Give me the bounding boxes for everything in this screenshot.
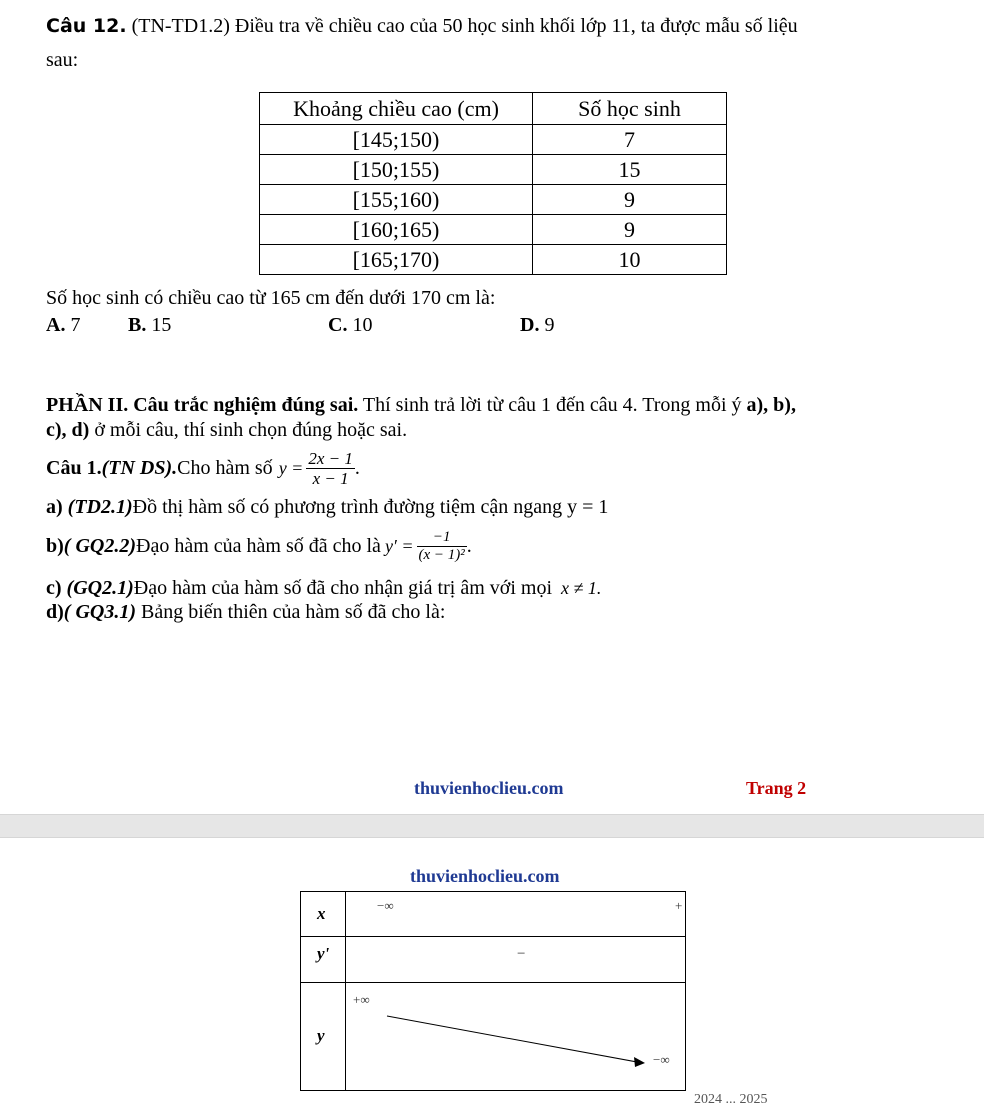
vt-x-left: −∞	[377, 898, 394, 913]
question-12-label: Câu 12.	[46, 15, 127, 37]
item-b-text: Đạo hàm của hàm số đã cho là	[136, 535, 381, 557]
item-b-fraction-num: −1	[417, 529, 467, 547]
item-a-tag: (TD2.1)	[62, 496, 133, 518]
table-row	[260, 185, 727, 215]
answer-b	[128, 313, 171, 337]
footer-page-number: Trang 2	[746, 778, 807, 798]
table-header-height: Khoảng chiều cao (cm)	[260, 93, 533, 125]
item-a-key: a)	[46, 496, 63, 518]
item-b	[46, 522, 472, 570]
item-b-end: .	[466, 535, 472, 557]
item-c	[46, 576, 601, 600]
item-d-key: d)	[46, 601, 64, 623]
cau1-fraction-den: x − 1	[312, 468, 349, 488]
item-d	[46, 600, 445, 624]
table-row	[260, 245, 727, 275]
header-site-link[interactable]: thuvienhoclieu.com	[410, 866, 560, 886]
table-header-row	[260, 93, 727, 125]
frequency-table	[259, 92, 727, 275]
item-c-text: Đạo hàm của hàm số đã cho nhận giá trị âm với mọi	[133, 577, 558, 599]
cau1-fn-end: .	[354, 457, 360, 479]
answer-a	[46, 313, 80, 337]
part2-items-2: c), d)	[46, 419, 90, 441]
table-header-count: Số học sinh	[533, 93, 727, 125]
part2-line1	[46, 393, 796, 417]
answer-c-value: 10	[347, 314, 373, 336]
item-b-fraction-den: (x − 1)²	[418, 546, 465, 563]
table-cell-range: [155;160)	[260, 185, 533, 215]
answer-b-value: 15	[146, 314, 172, 336]
item-c-math: x ≠ 1.	[561, 578, 602, 598]
table-cell-count: 15	[533, 155, 727, 185]
table-cell-count: 9	[533, 185, 727, 215]
item-a-text: Đồ thị hàm số có phương trình đường tiệm cận ngang y = 1	[132, 496, 609, 518]
table-cell-range: [150;155)	[260, 155, 533, 185]
vt-decreasing-arrow	[301, 892, 685, 1090]
cau1-tag: (TN DS).	[101, 457, 178, 479]
item-c-key: c)	[46, 577, 62, 599]
cau1-fn-lhs: y =	[278, 458, 304, 478]
answer-c-key: C.	[328, 314, 348, 336]
cau1-fraction	[306, 449, 355, 488]
table-cell-range: [165;170)	[260, 245, 533, 275]
item-d-tag: ( GQ3.1)	[63, 601, 137, 623]
answer-c	[328, 313, 372, 337]
vt-x-label: x	[317, 904, 326, 923]
answer-d-key: D.	[520, 314, 540, 336]
table-cell-count: 7	[533, 125, 727, 155]
part2-line2	[46, 418, 407, 442]
variation-table	[300, 891, 686, 1091]
part2-items: a), b),	[746, 394, 796, 416]
vt-y-label: y	[317, 1026, 325, 1045]
vt-y-top: +∞	[353, 992, 370, 1007]
item-b-tag: ( GQ2.2)	[63, 535, 137, 557]
table-cell-range: [160;165)	[260, 215, 533, 245]
item-c-tag: (GQ2.1)	[61, 577, 134, 599]
table-row	[260, 215, 727, 245]
vt-yp-sign: −	[517, 946, 526, 962]
question-12-text: (TN-TD1.2) Điều tra về chiều cao của 50 học sinh khối lớp 11, ta được mẫu số liệu	[126, 15, 798, 37]
footer-site-link[interactable]: thuvienhoclieu.com	[414, 778, 564, 798]
table-cell-count: 10	[533, 245, 727, 275]
vt-y-bottom: −∞	[653, 1052, 670, 1067]
page-separator	[0, 814, 984, 838]
cau1-fraction-num: 2x − 1	[308, 448, 353, 468]
part2-text-2: ở mỗi câu, thí sinh chọn đúng hoặc sai.	[89, 419, 408, 441]
table-row	[260, 155, 727, 185]
answer-d-value: 9	[539, 314, 555, 336]
table-row	[260, 125, 727, 155]
item-b-key: b)	[46, 535, 64, 557]
answer-b-key: B.	[128, 314, 147, 336]
vt-yp-label: y'	[317, 944, 330, 963]
item-b-fraction	[417, 529, 467, 564]
part2-text: Thí sinh trả lời từ câu 1 đến câu 4. Trong mỗi ý	[358, 394, 747, 416]
answer-a-value: 7	[65, 314, 81, 336]
answer-d	[520, 313, 554, 337]
table-cell-range: [145;150)	[260, 125, 533, 155]
question-text: Số học sinh có chiều cao từ 165 cm đến dưới 170 cm là:	[46, 287, 496, 309]
vt-x-right: +	[675, 898, 683, 913]
table-cell-count: 9	[533, 215, 727, 245]
partial-text: 2024 ... 2025	[694, 1092, 768, 1107]
cau1-text: Cho hàm số	[177, 457, 273, 479]
cau1-label: Câu 1.	[46, 457, 102, 479]
answer-a-key: A.	[46, 314, 66, 336]
part2-title: PHẦN II. Câu trắc nghiệm đúng sai.	[46, 394, 359, 416]
question-12-line1	[46, 14, 798, 38]
item-d-text: Bảng biến thiên của hàm số đã cho là:	[136, 601, 446, 623]
cau1-line	[46, 444, 360, 492]
item-b-lhs: y′ =	[384, 536, 414, 556]
item-a	[46, 495, 608, 519]
question-12-line2: sau:	[46, 49, 79, 71]
